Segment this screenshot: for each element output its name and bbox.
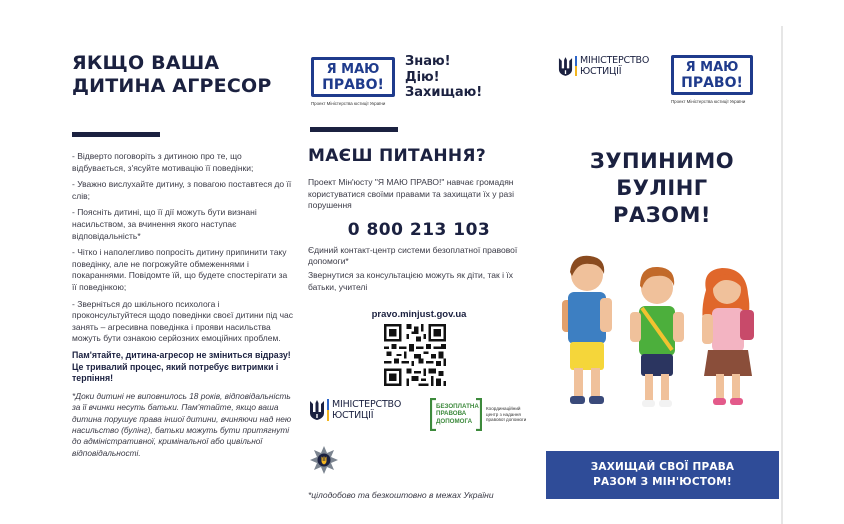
logo-line-1: Я МАЮ — [326, 62, 380, 77]
legal-aid-line-2: ПРАВОВА — [436, 410, 467, 418]
left-column — [72, 52, 294, 459]
slogan-line-2: Дію! — [405, 69, 440, 85]
legal-aid-line-1: БЕЗОПЛАТНА — [436, 403, 479, 410]
tip-item: - Чітко і наполегливо попросіть дитину припинити таку поведінку, але не погрожуйте обмеженнями і покараннями. Повідомте їй, що будете спостерігати за її поведінкою; — [72, 247, 288, 292]
ministry-name — [332, 399, 401, 421]
bottom-banner — [546, 451, 779, 499]
divider-bar — [72, 132, 160, 137]
title-line-1: ЗУПИНИМО — [589, 149, 735, 173]
ya-mayu-pravo-logo — [311, 57, 395, 97]
banner-line-1: ЗАХИЩАЙ СВОЇ ПРАВА — [590, 461, 735, 473]
headline-line-2: ДИТИНА АГРЕСОР — [72, 75, 272, 97]
page-edge — [781, 26, 783, 524]
logo-line-2: ПРАВО! — [322, 77, 384, 93]
children-illustration — [556, 250, 768, 416]
boy-blue-shirt — [562, 256, 612, 404]
footnote-text: *Доки дитині не виповнилось 18 років, відповідальність за її вчинки несуть батьки. Пам'ятайте, якщо ваша дитина порушує права іншої дитини, вчиняючи над нею насильство (булінг), батьки можуть бути притягнуті до адміністративної, кримінальної або цивільної відповідальності. — [72, 390, 292, 458]
project-text: Проект Мін'юсту "Я МАЮ ПРАВО!" навчає громадян користуватися своїми правами та захищати їх у разі порушення — [308, 177, 514, 211]
logo-caption: Проект Міністерства юстиції України — [671, 99, 746, 104]
ministry-accent — [575, 56, 577, 66]
boy-green-shirt — [630, 267, 684, 407]
slogan-line-1: Знаю! — [405, 54, 451, 69]
ministry-accent — [327, 399, 329, 410]
ya-mayu-pravo-logo — [671, 55, 753, 95]
hotline-phone: 0 800 213 103 — [347, 219, 491, 240]
tips-list — [72, 151, 294, 345]
ministry-accent — [575, 66, 577, 76]
legal-aid-line-3: ДОПОМОГА — [436, 417, 473, 425]
ministry-line-1: МІНІСТЕРСТВО — [580, 55, 650, 66]
ministry-line-1: МІНІСТЕРСТВО — [332, 399, 402, 410]
left-headline — [72, 52, 294, 98]
headline-line-1: ЯКЩО ВАША — [72, 52, 220, 74]
trident-icon — [558, 56, 573, 77]
tip-item: - Зверніться до шкільного психолога і проконсультуйтеся щодо поведінки своєї дитини під час занять – агресивна поведінка і прояви насильства можуть бути ознакою серйозних емоційних проблем. — [72, 298, 294, 344]
logo-caption: Проект Міністерства юстиції України — [311, 101, 386, 106]
ministry-line-2: ЮСТИЦІЇ — [580, 66, 622, 77]
ministry-accent — [327, 410, 329, 421]
logo-line-2: ПРАВО! — [681, 75, 743, 91]
logo-line-1: Я МАЮ — [685, 60, 739, 75]
slogan-line-3: Захищаю! — [405, 85, 483, 100]
girl-pink-shirt — [702, 268, 754, 405]
tip-item: - Поясніть дитині, що її дії можуть бути визнані насильством, за вчинення якого наступає відповідальність* — [72, 207, 257, 241]
qr-code-icon — [384, 324, 446, 386]
question-title: МАЄШ ПИТАННЯ? — [308, 146, 486, 166]
slogan — [405, 54, 482, 101]
legal-aid-name — [436, 403, 479, 425]
ministry-name — [580, 55, 649, 77]
consultation-text: Звернутися за консультацією можуть як діти, так і їх батьки, учителі — [308, 269, 513, 292]
stop-bullying-title — [546, 148, 778, 229]
tip-item: - Відверто поговоріть з дитиною про те, що відбувається, з'ясуйте мотивацію її поведінки; — [72, 151, 254, 173]
warning-text: Пам'ятайте, дитина-агресор не зміниться відразу! Це тривалий процес, який потребує витримки і терпіння! — [72, 349, 291, 384]
title-line-2: БУЛІНГ — [616, 176, 708, 200]
ministry-line-2: ЮСТИЦІЇ — [332, 410, 374, 421]
legal-aid-subtitle: Координаційний центр з надання правової допомоги — [486, 406, 527, 423]
contact-center-text: Єдиний контакт-центр системи безоплатної правової допомоги* — [308, 244, 518, 267]
tip-item: - Уважно вислухайте дитину, з повагою поставтеся до її слів; — [72, 179, 292, 201]
website-link[interactable]: pravo.minjust.gov.ua — [371, 309, 467, 321]
title-line-3: РАЗОМ! — [613, 203, 711, 227]
trident-icon — [309, 399, 325, 421]
divider-bar — [310, 127, 398, 132]
middle-column — [308, 146, 530, 320]
banner-line-2: РАЗОМ З МІН'ЮСТОМ! — [593, 476, 732, 488]
bottom-note: *цілодобово та безкоштовно в межах України — [308, 490, 494, 500]
police-star-icon — [309, 445, 339, 475]
